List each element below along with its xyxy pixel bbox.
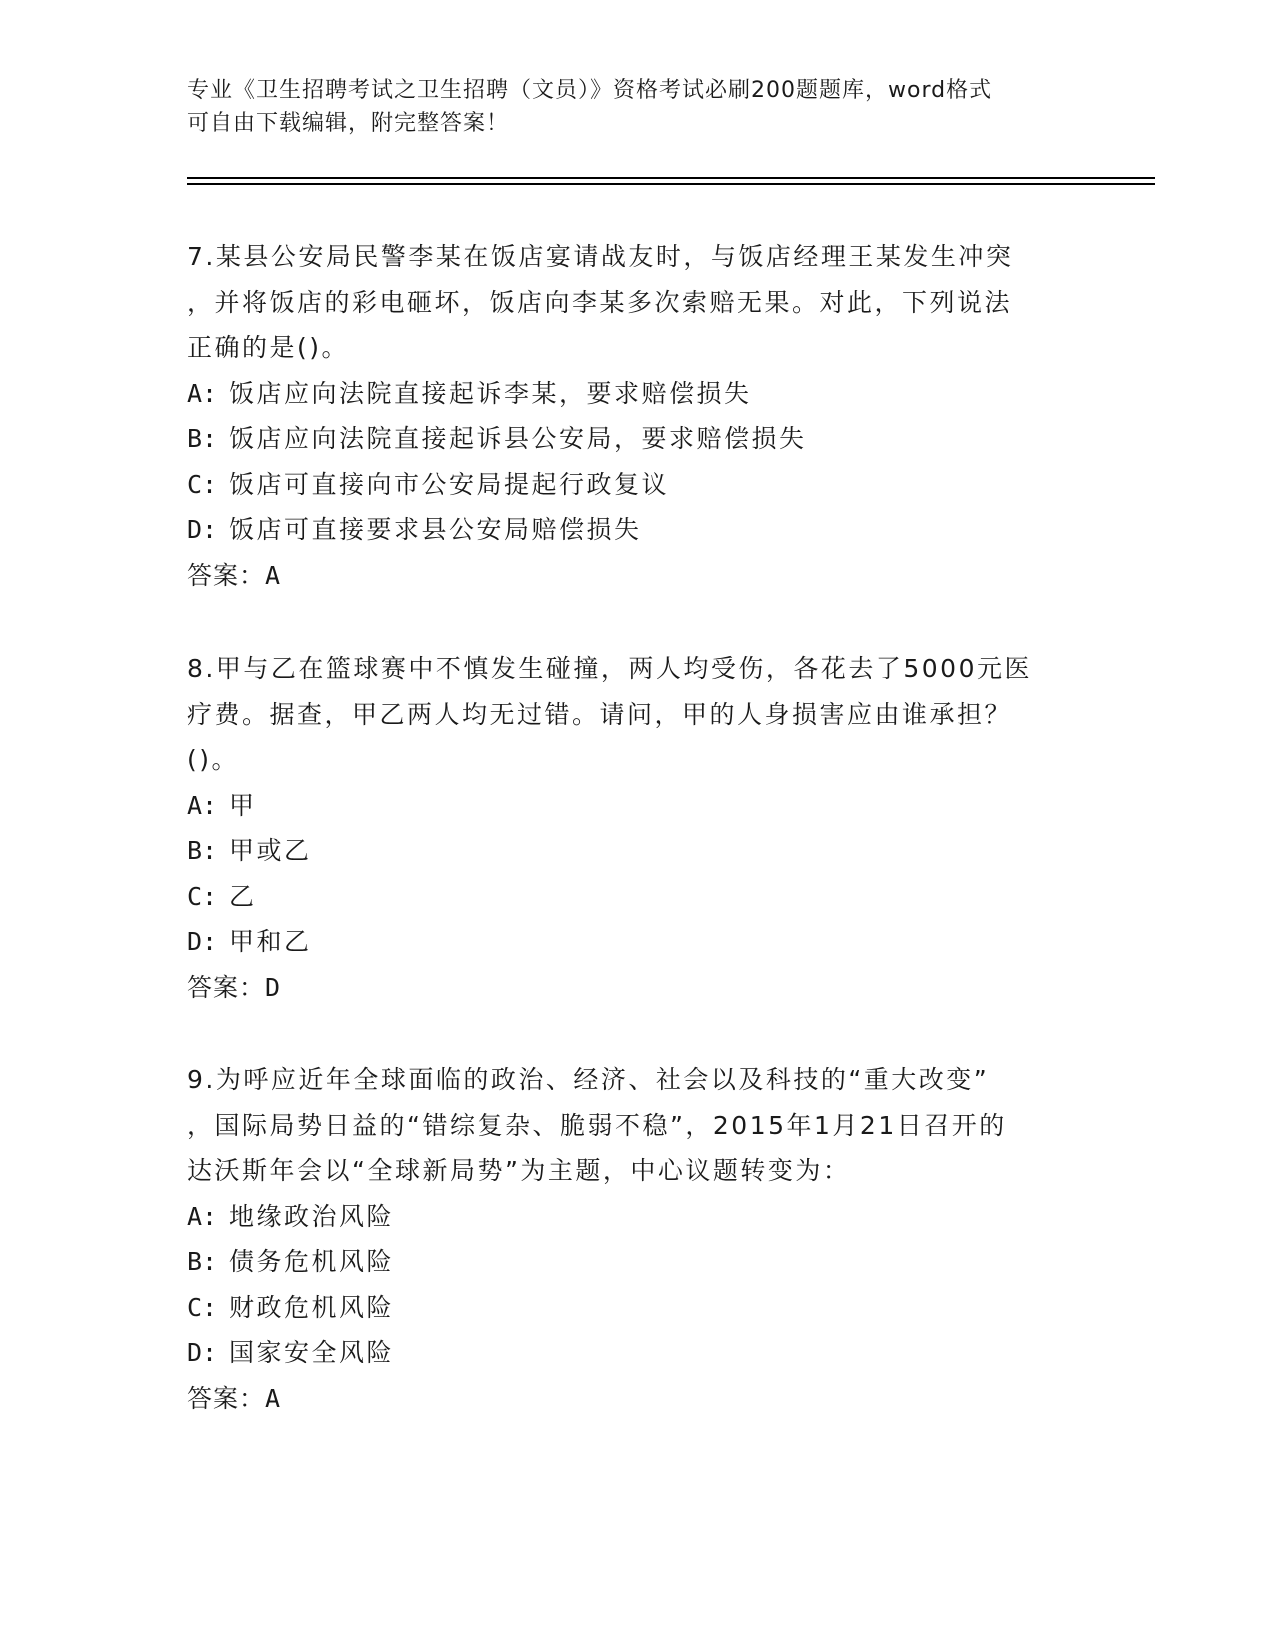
answer-label: 答案： — [187, 972, 266, 1002]
option-key: D: — [187, 1338, 218, 1367]
answer — [187, 1376, 1087, 1422]
option-text: 乙 — [229, 881, 257, 911]
question-stem-line: 正确的是()。 — [187, 333, 350, 362]
option-a — [187, 1194, 1087, 1240]
option-text: 甲或乙 — [229, 836, 312, 865]
answer — [187, 965, 1087, 1011]
question-stem-line: ，国际局势日益的“错综复杂、脆弱不稳”，2015年1月21日召开的 — [187, 1110, 1007, 1140]
option-key: B: — [187, 424, 218, 453]
header-divider-top — [187, 177, 1155, 179]
option-key: D: — [187, 515, 218, 544]
header-divider-bottom — [187, 183, 1155, 185]
option-a — [187, 783, 1087, 829]
question-stem-line: 达沃斯年会以“全球新局势”为主题，中心议题转变为： — [187, 1156, 851, 1185]
question-7 — [187, 234, 1087, 598]
option-text: 地缘政治风险 — [229, 1201, 395, 1231]
question-9 — [187, 1057, 1087, 1421]
option-text: 债务危机风险 — [229, 1247, 395, 1276]
option-c — [187, 462, 1087, 508]
option-key: A: — [187, 1201, 218, 1231]
option-key: B: — [187, 1247, 218, 1276]
answer-label: 答案： — [187, 1383, 266, 1413]
question-stem-line: 疗费。据查，甲乙两人均无过错。请问，甲的人身损害应由谁承担？ — [187, 699, 1013, 729]
option-b — [187, 416, 1087, 462]
option-c — [187, 874, 1087, 920]
option-text: 饭店可直接向市公安局提起行政复议 — [229, 469, 670, 499]
option-b — [187, 828, 1087, 874]
option-key: C: — [187, 881, 218, 911]
document-header — [187, 74, 1087, 140]
option-d — [187, 507, 1087, 553]
question-stem-line: 9.为呼应近年全球面临的政治、经济、社会以及科技的“重大改变” — [187, 1065, 990, 1094]
question-stem-line: 7.某县公安局民警李某在饭店宴请战友时，与饭店经理王某发生冲突 — [187, 242, 1014, 271]
option-text: 饭店应向法院直接起诉李某，要求赔偿损失 — [229, 378, 752, 408]
option-c — [187, 1285, 1087, 1331]
option-text: 甲 — [229, 790, 257, 820]
option-d — [187, 919, 1087, 965]
answer-label: 答案： — [187, 560, 266, 590]
header-line-2: 可自由下载编辑，附完整答案！ — [187, 111, 510, 136]
option-text: 饭店应向法院直接起诉县公安局，要求赔偿损失 — [229, 424, 807, 453]
question-stem-line: ，并将饭店的彩电砸坏，饭店向李某多次索赔无果。对此，下列说法 — [187, 287, 1013, 317]
option-a — [187, 371, 1087, 417]
option-key: C: — [187, 469, 218, 499]
option-key: C: — [187, 1292, 218, 1322]
option-key: A: — [187, 790, 218, 820]
option-text: 甲和乙 — [229, 927, 312, 956]
option-d — [187, 1330, 1087, 1376]
question-stem-line: 8.甲与乙在篮球赛中不慎发生碰撞，两人均受伤，各花去了5000元医 — [187, 654, 1032, 683]
option-b — [187, 1239, 1087, 1285]
option-key: A: — [187, 378, 218, 408]
answer-value: D — [265, 972, 281, 1002]
answer — [187, 553, 1087, 599]
option-text: 财政危机风险 — [229, 1292, 395, 1322]
answer-value: A — [265, 560, 281, 590]
question-8 — [187, 646, 1087, 1010]
option-key: B: — [187, 836, 218, 865]
question-stem-line: ()。 — [187, 745, 240, 774]
option-text: 饭店可直接要求县公安局赔偿损失 — [229, 515, 642, 544]
option-text: 国家安全风险 — [229, 1338, 395, 1367]
option-key: D: — [187, 927, 218, 956]
answer-value: A — [265, 1383, 281, 1413]
header-line-1: 专业《卫生招聘考试之卫生招聘（文员）》资格考试必刷200题题库，word格式 — [187, 78, 993, 103]
